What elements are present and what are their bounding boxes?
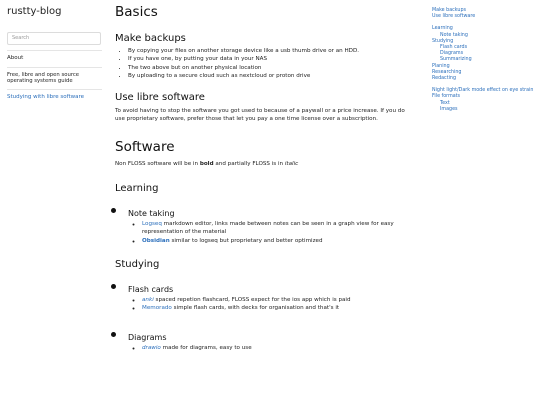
heading-note-taking: • Note taking xyxy=(128,208,175,218)
search-input[interactable] xyxy=(7,32,101,45)
italic-example: italic xyxy=(284,161,299,168)
sidebar-divider xyxy=(7,89,102,90)
drawio-link[interactable]: drawio xyxy=(142,344,161,351)
logseq-description: markdown editor, links made between notes can be seen in a graph view for easy representation of the material xyxy=(142,220,394,236)
list-item: • By copying your files on another storage device like a usb thumb drive or an HDD. xyxy=(128,47,415,55)
drawio-description: made for diagrams, easy to use xyxy=(160,344,252,351)
toc-item-make-backups[interactable]: Make backups xyxy=(432,8,466,13)
toc-item-images[interactable]: Images xyxy=(440,106,458,112)
bold-example: bold xyxy=(199,161,214,168)
toc-item-planing[interactable]: Planing xyxy=(432,63,450,69)
toc-item-diagrams[interactable]: Diagrams xyxy=(440,51,464,57)
studying-list xyxy=(115,277,415,352)
toc-item-redacting[interactable]: Redacting xyxy=(432,76,456,82)
flash-cards-list xyxy=(128,296,415,313)
learning-list xyxy=(115,201,415,245)
main-content xyxy=(115,4,415,352)
anki-description: spaced repetion flashcard, FLOSS expect for the ios app which is paid xyxy=(153,297,351,304)
list-item: • The two above but on another physical location xyxy=(128,64,415,72)
diagrams-list xyxy=(128,344,415,352)
toc-item-learning[interactable]: Learning xyxy=(432,26,453,32)
list-item xyxy=(128,201,415,245)
sidebar-divider xyxy=(7,50,102,51)
logseq-link[interactable]: Logseq xyxy=(142,220,162,227)
software-intro-text: Non FLOSS software will be in xyxy=(115,161,200,168)
list-item xyxy=(142,220,415,237)
heading-make-backups: Make backups xyxy=(115,33,186,44)
toc-item-studying[interactable]: Studying xyxy=(432,38,454,44)
list-item xyxy=(142,296,415,304)
obsidian-link[interactable]: Obsidian xyxy=(142,237,170,244)
list-item: • By uploading to a secure cloud such as nextcloud or proton drive xyxy=(128,72,415,80)
sidebar-item-studying[interactable]: Studying with libre software xyxy=(7,94,84,101)
toc-item-researching[interactable]: Researching xyxy=(432,69,462,75)
sidebar-description: Free, libre and open source operating systems guide xyxy=(7,71,80,84)
list-item xyxy=(142,304,415,312)
heading-learning: Learning xyxy=(115,182,159,194)
blog-title[interactable]: rustty-blog xyxy=(7,6,62,17)
software-intro xyxy=(115,160,415,168)
heading-use-libre-software: Use libre software xyxy=(115,91,205,103)
list-item: • If you have one, by putting your data in your NAS xyxy=(128,55,415,63)
anki-link[interactable]: anki xyxy=(142,297,154,304)
backups-list xyxy=(115,47,415,81)
toc-item-text[interactable]: Text xyxy=(440,100,450,106)
toc-item-file-formats[interactable]: File formats xyxy=(432,94,461,100)
toc-item-summarizing[interactable]: Summarizing xyxy=(440,57,472,63)
memorado-description: simple flash cards, with decks for organisation and that's it xyxy=(171,305,340,312)
toc-item-flash-cards[interactable]: Flash cards xyxy=(440,45,468,51)
note-taking-list xyxy=(128,220,415,245)
software-intro-text: and partially FLOSS is in xyxy=(213,161,285,168)
heading-diagrams: • Diagrams xyxy=(128,332,167,342)
toc-item-note-taking[interactable]: Note taking xyxy=(440,32,468,38)
list-item xyxy=(128,325,415,352)
toc-item-use-libre-software[interactable]: Use libre software xyxy=(432,14,476,20)
heading-studying: Studying xyxy=(115,259,160,271)
list-item xyxy=(142,237,415,245)
sidebar-divider xyxy=(7,67,102,68)
sidebar xyxy=(7,6,102,101)
heading-basics: Basics xyxy=(115,4,158,20)
heading-software: Software xyxy=(115,139,175,156)
sidebar-item-about[interactable]: About xyxy=(7,54,24,61)
list-item xyxy=(142,344,415,352)
obsidian-description: similar to logseq but proprietary and better optimized xyxy=(169,237,323,244)
list-item xyxy=(128,277,415,313)
table-of-contents xyxy=(432,8,534,113)
libre-paragraph: To avoid having to stop the software you got used to because of a paywall or a price increase. If you do use proprietary software, prefer those that let you pay a one time license over a subscription. xyxy=(115,107,405,123)
heading-flash-cards: • Flash cards xyxy=(128,285,174,295)
toc-item-night-light[interactable]: Night light/Dark mode effect on eye strain xyxy=(432,88,534,94)
memorado-link[interactable]: Memorado xyxy=(142,305,172,312)
